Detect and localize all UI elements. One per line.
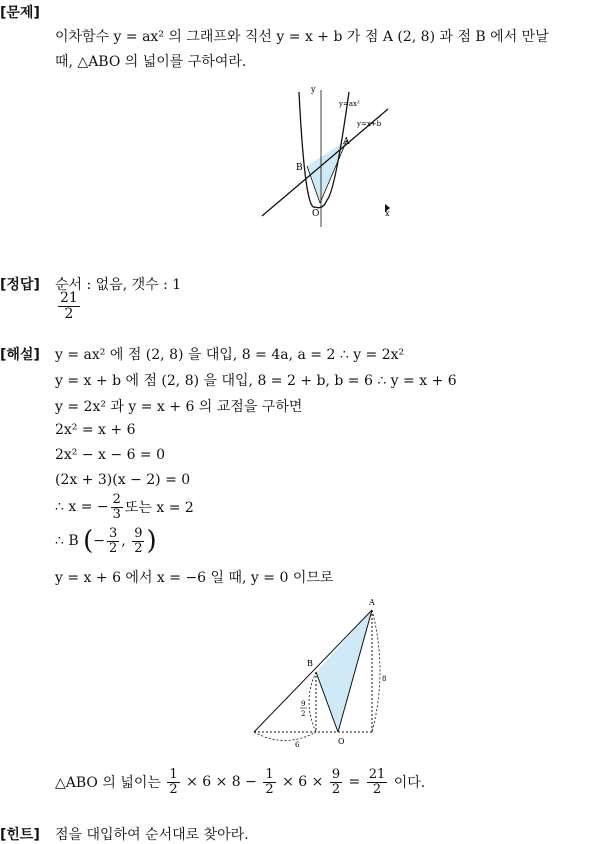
y-axis-label: y (311, 85, 316, 94)
solution-line-7 (55, 493, 194, 521)
solution-line-7-fraction (111, 493, 123, 521)
area-post: 이다. (393, 775, 426, 792)
arc-base-6 (254, 732, 316, 741)
area-frac-3-den: 2 (331, 781, 341, 797)
hint-label: [힌트] (0, 827, 40, 843)
area-frac-2 (263, 768, 275, 796)
line-label: y=x+b (357, 120, 382, 128)
point-b-label: B (296, 163, 303, 173)
figure-triangle (250, 596, 400, 756)
solution-line-3: y = 2x² 과 y = x + 6 의 교점을 구하면 (55, 399, 303, 415)
area-result-den: 2 (372, 781, 382, 797)
problem-line-1: 이차함수 y = ax² 의 그래프와 직선 y = x + b 가 점 A (2, 8) 과 점 B 에서 만날 (55, 29, 549, 45)
point-a-label: A (343, 137, 350, 147)
solution-line-7-pre: ∴ x = − (55, 499, 109, 516)
point-b-y-denominator: 2 (134, 540, 143, 556)
solution-line-5: 2x² − x − 6 = 0 (55, 447, 166, 463)
solution-line-8-pre: ∴ B (55, 533, 79, 549)
x-axis-label: x (385, 209, 390, 218)
length-8-label: 8 (382, 675, 387, 683)
point-b-x-denominator: 2 (109, 540, 118, 556)
solution-line-2: y = x + b 에 점 (2, 8) 을 대입, 8 = 2 + b, b = 6 ∴ y = x + 6 (55, 373, 457, 389)
solution-line-4: 2x² = x + 6 (55, 422, 136, 438)
area-frac-1 (167, 768, 179, 796)
solution-line-9: y = x + 6 에서 x = −6 일 때, y = 0 이므로 (55, 570, 334, 586)
area-frac-1-den: 2 (169, 781, 178, 797)
length-9-label: 9 (301, 700, 306, 708)
length-6-label: 6 (295, 741, 300, 749)
answer-numerator: 21 (60, 290, 78, 306)
area-frac-2-num: 1 (265, 767, 274, 782)
answer-text: 순서 : 없음, 갯수 : 1 (55, 277, 182, 293)
area-frac-2-den: 2 (265, 781, 274, 797)
area-line (55, 768, 425, 796)
line7-denominator: 3 (112, 506, 121, 522)
area-frac-1-num: 1 (169, 767, 178, 782)
area-result (367, 768, 388, 796)
point-b-label: B (307, 659, 313, 668)
area-term-2: × 6 × (277, 774, 328, 791)
point-o-label: O (312, 209, 320, 219)
point-b-x-numerator: 3 (109, 525, 118, 541)
area-pre: △ABO 의 넓이는 (55, 775, 161, 792)
area-term-1: × 6 × 8 − (181, 774, 262, 791)
hint-text: 점을 대입하여 순서대로 찾아라. (55, 827, 249, 843)
line7-numerator: 2 (112, 492, 121, 507)
point-o-label: O (338, 737, 345, 746)
problem-line-2: 때, △ABO 의 넓이를 구하여라. (55, 54, 247, 70)
problem-label: [문제] (0, 5, 40, 21)
point-b-y-fraction (132, 527, 144, 555)
length-2-label: 2 (301, 710, 306, 718)
area-equals: = (344, 774, 365, 791)
shaded-triangle-abo (316, 610, 372, 732)
answer-fraction (58, 291, 80, 321)
arc-height-b (309, 672, 316, 732)
arc-height-a (372, 610, 380, 732)
point-a-label: A (369, 598, 375, 607)
solution-line-6: (2x + 3)(x − 2) = 0 (55, 472, 191, 488)
point-b-x-fraction (107, 527, 119, 555)
figure-parabola-line (255, 82, 400, 227)
area-frac-3 (330, 768, 342, 796)
solution-label: [해설] (0, 347, 40, 363)
area-frac-3-num: 9 (331, 767, 341, 782)
parabola-label: y=ax² (339, 100, 360, 108)
answer-label: [정답] (0, 277, 40, 293)
solution-line-1: y = ax² 에 점 (2, 8) 을 대입, 8 = 4a, a = 2 ∴ y = 2x² (55, 347, 405, 363)
answer-denominator: 2 (64, 305, 74, 322)
solution-line-8: ∴ B (− $\frac{3}{2}$ , $\frac{9}{2}$ ) (55, 525, 157, 556)
solution-line-7-post: 또는 x = 2 (124, 500, 194, 517)
point-b-y-numerator: 9 (134, 525, 143, 541)
area-result-num: 21 (368, 767, 386, 782)
